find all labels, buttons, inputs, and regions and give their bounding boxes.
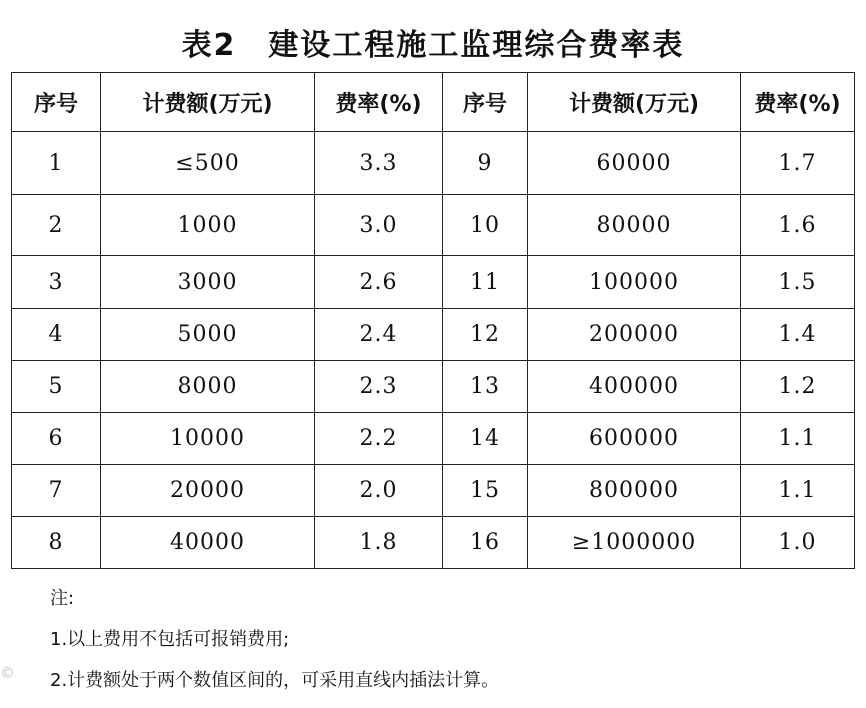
table-row [12, 309, 855, 361]
cell-fee-base: 400000 [528, 361, 741, 413]
note-item-1: 1.以上费用不包括可报销费用; [50, 629, 290, 650]
cell-fee-base: 3000 [101, 256, 315, 309]
cell-fee-base: 80000 [528, 195, 741, 256]
header-fee-base-2: 计费额(万元) [528, 73, 741, 132]
cell-fee-base: 200000 [528, 309, 741, 361]
cell-rate: 1.4 [741, 309, 855, 361]
header-index-2: 序号 [443, 73, 528, 132]
header-rate-1: 费率(%) [315, 73, 443, 132]
cell-fee-base: 100000 [528, 256, 741, 309]
table-row [12, 465, 855, 517]
cell-rate: 1.6 [741, 195, 855, 256]
cell-fee-base: 20000 [101, 465, 315, 517]
cell-fee-base: ≤500 [101, 132, 315, 195]
cell-index: 11 [443, 256, 528, 309]
header-rate-2: 费率(%) [741, 73, 855, 132]
fee-rate-table [11, 72, 855, 569]
cell-rate: 1.7 [741, 132, 855, 195]
cell-fee-base: 60000 [528, 132, 741, 195]
cell-rate: 2.6 [315, 256, 443, 309]
table-row [12, 132, 855, 195]
cell-index: 10 [443, 195, 528, 256]
table-row [12, 361, 855, 413]
cell-index: 16 [443, 517, 528, 569]
cell-rate: 2.2 [315, 413, 443, 465]
cell-rate: 3.3 [315, 132, 443, 195]
cell-rate: 1.1 [741, 413, 855, 465]
cell-index: 9 [443, 132, 528, 195]
cell-index: 8 [12, 517, 101, 569]
cell-fee-base: 8000 [101, 361, 315, 413]
cell-index: 15 [443, 465, 528, 517]
cell-index: 5 [12, 361, 101, 413]
cell-fee-base: 800000 [528, 465, 741, 517]
notes [50, 585, 499, 708]
header-index-1: 序号 [12, 73, 101, 132]
table-header-row [12, 73, 855, 132]
table-row [12, 517, 855, 569]
cell-index: 7 [12, 465, 101, 517]
note-item-2: 2.计费额处于两个数值区间的，可采用直线内插法计算。 [50, 670, 500, 691]
table-row [12, 413, 855, 465]
cell-rate: 2.3 [315, 361, 443, 413]
cell-index: 13 [443, 361, 528, 413]
cell-rate: 1.1 [741, 465, 855, 517]
cell-index: 2 [12, 195, 101, 256]
cell-rate: 1.5 [741, 256, 855, 309]
cell-index: 12 [443, 309, 528, 361]
watermark-logo: © [0, 664, 15, 682]
cell-fee-base: 40000 [101, 517, 315, 569]
cell-rate: 1.2 [741, 361, 855, 413]
cell-fee-base: 10000 [101, 413, 315, 465]
table-body [12, 132, 855, 569]
header-fee-base-1: 计费额(万元) [101, 73, 315, 132]
cell-rate: 2.4 [315, 309, 443, 361]
cell-index: 6 [12, 413, 101, 465]
cell-fee-base: 1000 [101, 195, 315, 256]
cell-fee-base: ≥1000000 [528, 517, 741, 569]
cell-fee-base: 600000 [528, 413, 741, 465]
table-row [12, 195, 855, 256]
cell-index: 3 [12, 256, 101, 309]
cell-index: 4 [12, 309, 101, 361]
page-title: 表2 建设工程施工监理综合费率表 [181, 28, 685, 63]
cell-rate: 2.0 [315, 465, 443, 517]
cell-rate: 1.0 [741, 517, 855, 569]
cell-rate: 3.0 [315, 195, 443, 256]
cell-rate: 1.8 [315, 517, 443, 569]
cell-index: 1 [12, 132, 101, 195]
table-row [12, 256, 855, 309]
cell-fee-base: 5000 [101, 309, 315, 361]
cell-index: 14 [443, 413, 528, 465]
notes-heading: 注: [50, 588, 75, 609]
